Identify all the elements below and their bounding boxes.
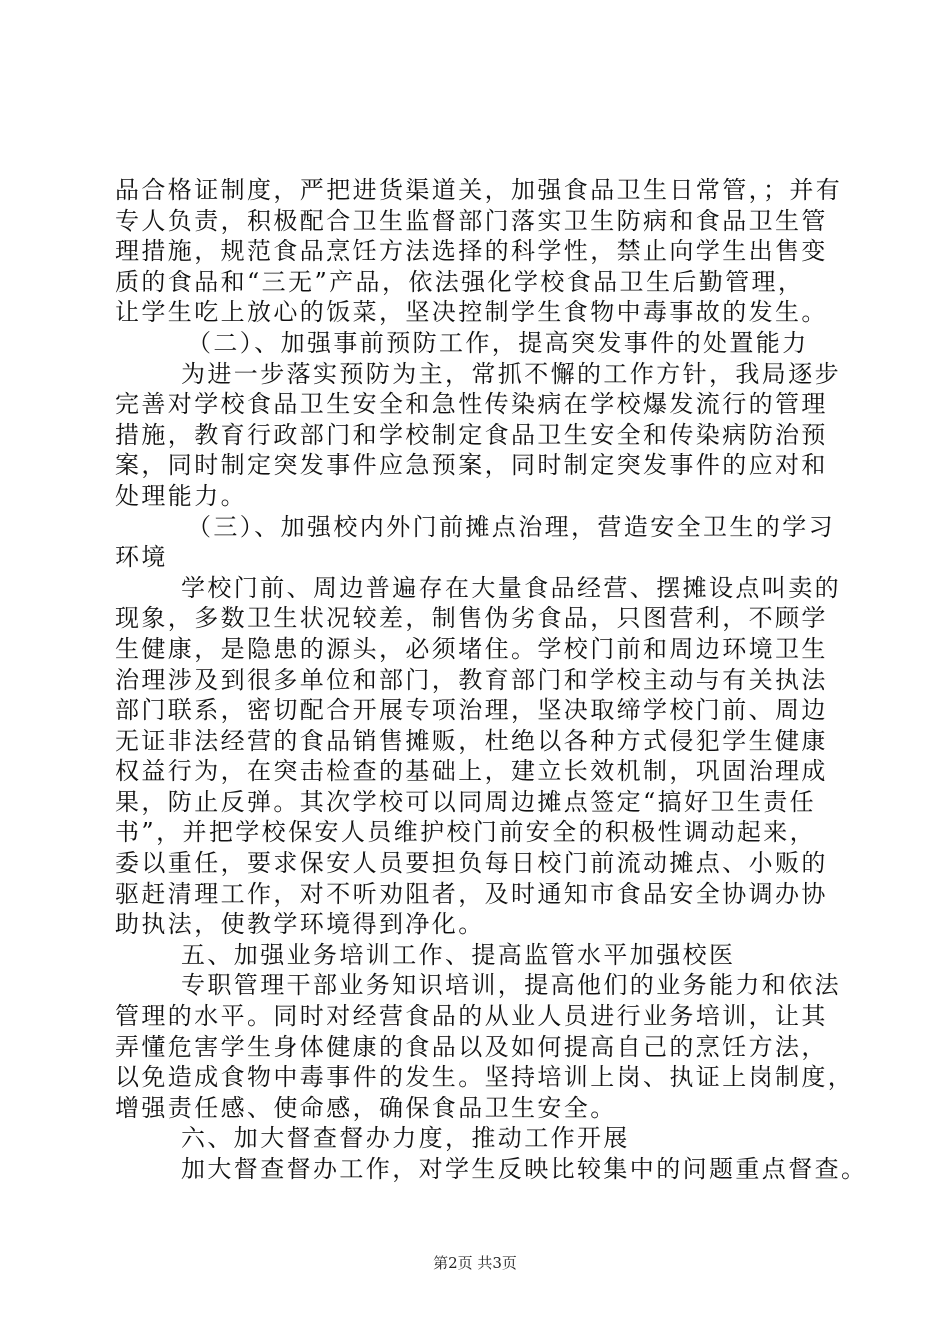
section-heading: （二）、加强事前预防工作，提高突发事件的处置能力 (187, 328, 809, 357)
page-number-footer: 第2页 共3页 (433, 1254, 517, 1272)
paragraph-first-line: 学校门前、周边普遍存在大量食品经营、摆摊设点叫卖的 (181, 573, 841, 602)
text-line: 现象，多数卫生状况较差，制售伪劣食品，只图营利，不顾学 (115, 604, 828, 633)
paragraph-first-line: 专职管理干部业务知识培训，提高他们的业务能力和依法 (181, 971, 841, 1000)
text-line: 案，同时制定突发事件应急预案，同时制定突发事件的应对和 (115, 451, 828, 480)
text-line: 品合格证制度，严把进货渠道关，加强食品卫生日常管，；并有 (115, 176, 843, 204)
text-line: 管理的水平。同时对经营食品的从业人员进行业务培训，让其 (115, 1002, 828, 1031)
text-line: 生健康，是隐患的源头，必须堵住。学校门前和周边环境卫生 (115, 634, 828, 663)
text-line: 以免造成食物中毒事件的发生。坚持培训上岗、执证上岗制度， (115, 1063, 855, 1092)
text-line: 助执法，使教学环境得到净化。 (115, 910, 485, 939)
section-heading-continued: 环境 (115, 543, 168, 572)
text-line: 部门联系，密切配合开展专项治理，坚决取缔学校门前、周边 (115, 696, 828, 725)
text-line: 驱赶清理工作，对不听劝阻者，及时通知市食品安全协调办协 (115, 879, 828, 908)
text-line: 增强责任感、使命感，确保食品卫生安全。 (115, 1093, 617, 1122)
text-line: 果，防止反弹。其次学校可以同周边摊点签定“搞好卫生责任 (115, 787, 817, 816)
text-line: 专人负责，积极配合卫生监督部门落实卫生防病和食品卫生管 (115, 206, 828, 235)
paragraph-first-line: 为进一步落实预防为主，常抓不懈的工作方针，我局逐步 (181, 359, 841, 388)
text-line: 委以重任，要求保安人员要担负每日校门前流动摊点、小贩的 (115, 849, 828, 878)
text-line: 治理涉及到很多单位和部门，教育部门和学校主动与有关执法 (115, 665, 828, 694)
text-line: 处理能力。 (115, 481, 247, 510)
text-line: 无证非法经营的食品销售摊贩，杜绝以各种方式侵犯学生健康 (115, 726, 828, 755)
text-line: 弄懂危害学生身体健康的食品以及如何提高自己的烹饪方法， (115, 1032, 828, 1061)
text-line: 理措施，规范食品烹饪方法选择的科学性，禁止向学生出售变 (115, 237, 828, 266)
text-line: 书”，并把学校保安人员维护校门前安全的积极性调动起来， (115, 818, 817, 847)
text-line: 完善对学校食品卫生安全和急性传染病在学校爆发流行的管理 (115, 390, 828, 419)
section-heading: 五、加强业务培训工作、提高监管水平加强校医 (181, 940, 736, 969)
text-line: 措施，教育行政部门和学校制定食品卫生安全和传染病防治预 (115, 420, 828, 449)
text-line: 让学生吃上放心的饭菜，坚决控制学生食物中毒事故的发生。 (115, 298, 828, 327)
text-line: 质的食品和“三无”产品，依法强化学校食品卫生后勤管理， (115, 267, 805, 296)
section-heading: （三）、加强校内外门前摊点治理，营造安全卫生的学习 (187, 512, 835, 541)
paragraph-first-line: 加大督查督办工作，对学生反映比较集中的问题重点督查。 (181, 1155, 868, 1183)
text-line: 权益行为，在突击检查的基础上，建立长效机制，巩固治理成 (115, 757, 828, 786)
document-body (115, 175, 868, 1185)
section-heading: 六、加大督查督办力度，推动工作开展 (181, 1124, 630, 1153)
